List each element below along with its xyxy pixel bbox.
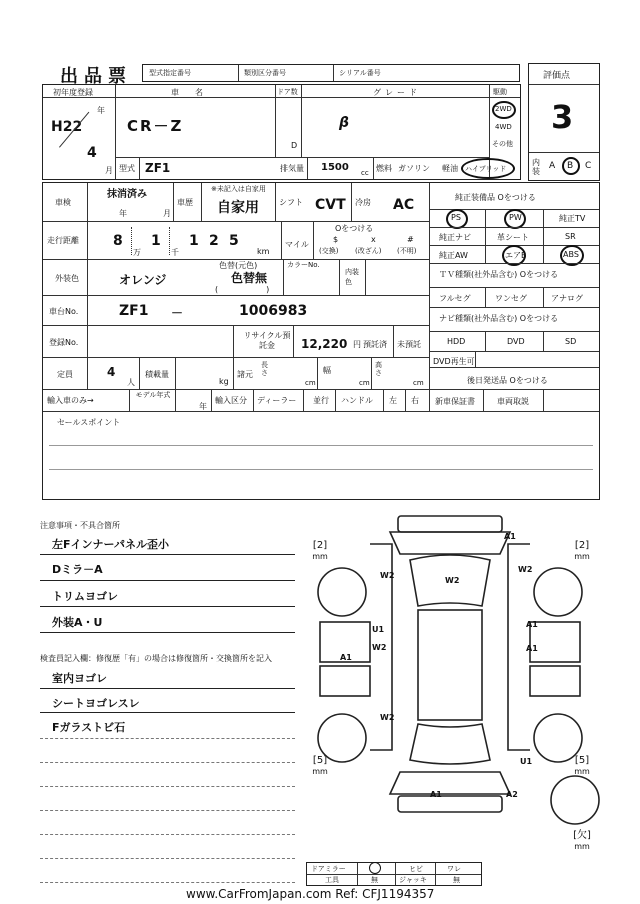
dmg-w2-door: W2 bbox=[372, 643, 387, 652]
chassis-number: 1006983 bbox=[239, 303, 308, 319]
import-label: 輸入車のみ→ bbox=[47, 396, 94, 405]
opt-navi: 純正ナビ bbox=[439, 233, 471, 242]
front-bumper bbox=[398, 516, 502, 532]
drive-4wd: 4WD bbox=[495, 123, 512, 131]
reg-label: 初年度登録 bbox=[53, 88, 93, 97]
import-dealer: ディーラー bbox=[257, 396, 297, 405]
dims-label: 諸元 bbox=[237, 370, 253, 379]
mileage-digit-5: 5 bbox=[229, 233, 239, 249]
history-label: 車歴 bbox=[177, 198, 193, 207]
field-serial-number: シリアル番号 bbox=[339, 69, 381, 77]
recycle-unit: 円 bbox=[353, 340, 361, 349]
disp-label: 排気量 bbox=[280, 164, 304, 173]
field-class-number: 類別区分番号 bbox=[244, 69, 286, 77]
drive-label: 駆動 bbox=[493, 88, 507, 96]
mirror-label: ドアミラー bbox=[311, 865, 346, 873]
inspector-note-1: 室内ヨゴレ bbox=[52, 672, 107, 685]
mileage-digit-4: 2 bbox=[209, 233, 219, 249]
dmg-u1-rear: U1 bbox=[520, 757, 533, 766]
spare-wheel bbox=[551, 776, 599, 824]
handle-label: ハンドル bbox=[341, 396, 373, 405]
color-value: オレンジ bbox=[119, 273, 167, 287]
capacity-unit: 人 bbox=[127, 378, 135, 387]
navi-dvd: DVD bbox=[507, 337, 525, 346]
fuel-diesel: 軽油 bbox=[442, 164, 458, 173]
dmg-u1-left: U1 bbox=[372, 625, 385, 634]
tv-oneseg: ワンセグ bbox=[495, 294, 527, 303]
genuine-options-title: 純正装備品 Oをつける bbox=[455, 193, 536, 202]
dmg-a1-right-rear: A1 bbox=[526, 644, 538, 653]
rear-window bbox=[410, 724, 490, 764]
grade-label: グレード bbox=[373, 88, 421, 97]
name-label: 車 名 bbox=[171, 88, 207, 97]
capacity-value: 4 bbox=[107, 365, 116, 379]
dmg-a1-bumper: A1 bbox=[430, 790, 442, 799]
recycle-unpaid: 未預託 bbox=[397, 340, 421, 349]
fuel-label: 燃料 bbox=[376, 164, 392, 173]
dmg-w2-right: W2 bbox=[518, 565, 533, 574]
navi-hdd: HDD bbox=[447, 337, 466, 346]
opt-ps: PS bbox=[451, 213, 461, 222]
inspector-note-3: Fガラストビ石 bbox=[52, 721, 126, 734]
field-type-number: 型式指定番号 bbox=[149, 69, 191, 77]
interior-opt-b: B bbox=[567, 161, 574, 171]
inspector-note-2: シートヨゴレスレ bbox=[52, 697, 140, 710]
ac-label: 冷房 bbox=[355, 198, 371, 207]
dmg-a1-left: A1 bbox=[340, 653, 352, 662]
grade-value: β bbox=[339, 115, 350, 131]
interior-b-circle bbox=[562, 157, 580, 175]
dvd-playback: DVD再生可 bbox=[433, 357, 475, 366]
post-manual: 車両取説 bbox=[497, 397, 529, 406]
interior-label: 内装 bbox=[532, 158, 540, 176]
insp-month-unit: 月 bbox=[163, 209, 171, 218]
opt-aw: 純正AW bbox=[439, 251, 468, 260]
drive-2wd: 2WD bbox=[495, 105, 512, 113]
capacity-label: 定員 bbox=[57, 370, 73, 379]
mileage-opt-exchange: $ bbox=[333, 235, 339, 244]
mileage-digit-2: 1 bbox=[151, 233, 161, 249]
header-fields bbox=[142, 64, 520, 82]
interior-opt-a: A bbox=[549, 161, 556, 171]
opt-airbag: エアB bbox=[505, 251, 527, 260]
mirror-circle bbox=[369, 862, 381, 874]
mileage-label-tamper: (改ざん) bbox=[355, 247, 382, 255]
mileage-sen: 千 bbox=[171, 248, 179, 257]
door-left-rear bbox=[320, 666, 370, 696]
car-name: CR－Z bbox=[127, 117, 184, 135]
dmg-a1-front: A1 bbox=[504, 532, 516, 541]
trunk bbox=[390, 772, 510, 794]
tools-value: 無 bbox=[371, 876, 378, 884]
jack-label: ジャッキ bbox=[399, 876, 427, 884]
int-color-label: 内装色 bbox=[345, 268, 359, 286]
inspection-label: 車検 bbox=[55, 198, 71, 207]
dmg-a1-right: A1 bbox=[526, 620, 538, 629]
door-label: ドア数 bbox=[277, 88, 298, 96]
color-change-value: 色替無 bbox=[231, 271, 268, 285]
vehicle-basic-table bbox=[42, 84, 521, 180]
recycle-amount: 12,220 bbox=[301, 337, 348, 351]
dim-length-label: 長さ bbox=[261, 361, 268, 377]
dmg-w2-rear: W2 bbox=[380, 713, 395, 722]
load-label: 積載量 bbox=[145, 370, 169, 379]
rear-bumper bbox=[398, 796, 502, 812]
ac-value: AC bbox=[393, 197, 415, 213]
mileage-label-unknown: (不明) bbox=[397, 247, 417, 255]
mileage-label: 走行距離 bbox=[47, 236, 79, 245]
inspector-title: 検査員記入欄：修復歴「有」の場合は修復箇所・交換箇所を記入 bbox=[40, 654, 272, 663]
hood-front bbox=[390, 532, 510, 554]
opt-abs: ABS bbox=[563, 250, 579, 259]
vehicle-detail-table bbox=[42, 182, 600, 500]
mirror-tools-table bbox=[306, 862, 482, 886]
import-class-label: 輸入区分 bbox=[215, 396, 247, 405]
model-label: 型式 bbox=[119, 164, 135, 173]
color-label: 外装色 bbox=[55, 274, 79, 283]
disp-unit: cc bbox=[361, 169, 369, 177]
recycle-status: 預託済 bbox=[363, 340, 387, 349]
shift-value: CVT bbox=[315, 197, 346, 213]
tv-analog: アナログ bbox=[551, 294, 583, 303]
insp-year-unit: 年 bbox=[119, 209, 127, 218]
jack-value: 無 bbox=[453, 876, 460, 884]
tv-title: ＴＶ種類(社外品含む) Oをつける bbox=[439, 270, 559, 279]
door-suffix: D bbox=[291, 141, 298, 150]
car-diagram bbox=[300, 510, 600, 860]
opt-pw-circle bbox=[504, 209, 526, 229]
fuel-gasoline: ガソリン bbox=[398, 164, 430, 173]
mileage-mile: マイル bbox=[285, 240, 309, 249]
sales-point-label: セールスポイント bbox=[57, 418, 121, 427]
wheel-front-right bbox=[534, 568, 582, 616]
score-box bbox=[528, 63, 600, 181]
mileage-circle-note: Oをつける bbox=[335, 224, 374, 233]
notes-title: 注意事項・不具合箇所 bbox=[40, 521, 120, 530]
mileage-opt-unknown: # bbox=[407, 235, 414, 244]
drive-other: その他 bbox=[492, 140, 513, 148]
interior-opt-c: C bbox=[585, 161, 592, 171]
color-change-label: 色替(元色) bbox=[219, 261, 258, 270]
first-reg-year: H22 bbox=[51, 119, 83, 135]
shift-label: シフト bbox=[279, 198, 303, 207]
opt-pw: PW bbox=[509, 213, 522, 222]
post-title: 後日発送品 Oをつける bbox=[467, 376, 548, 385]
note-4: 外装A・U bbox=[52, 616, 103, 629]
chassis-prefix: ZF1 bbox=[119, 303, 149, 319]
load-unit: kg bbox=[219, 377, 229, 386]
dim-height-label: 高さ bbox=[375, 361, 382, 377]
chassis-label: 車台No. bbox=[49, 307, 79, 316]
displacement: 1500 bbox=[321, 162, 349, 173]
year-unit: 年 bbox=[97, 106, 105, 115]
dmg-w2-left: W2 bbox=[380, 571, 395, 580]
opt-tv: 純正TV bbox=[559, 214, 586, 223]
mileage-digit-1: 8 bbox=[113, 233, 123, 249]
chip-count-rear-right: [5] mm bbox=[574, 755, 590, 776]
navi-sd: SD bbox=[565, 337, 577, 346]
mileage-km: km bbox=[257, 247, 270, 256]
dmg-a2-bumper: A2 bbox=[506, 790, 518, 799]
opt-ps-circle bbox=[446, 209, 468, 229]
recycle-label: リサイクル預託金 bbox=[243, 331, 291, 350]
navi-title: ナビ種類(社外品含む) Oをつける bbox=[439, 314, 559, 323]
tools-label: 工具 bbox=[325, 876, 339, 884]
tv-fullseg: フルセグ bbox=[439, 294, 471, 303]
note-3: トリムヨゴレ bbox=[52, 590, 118, 603]
score-value: 3 bbox=[551, 98, 574, 136]
model-value: ZF1 bbox=[145, 161, 171, 175]
mileage-label-exchange: (交換) bbox=[319, 247, 339, 255]
fuel-hybrid-circle bbox=[461, 158, 515, 179]
wheel-front-left bbox=[318, 568, 366, 616]
reg-no-label: 登録No. bbox=[49, 338, 79, 347]
mirror-crack: ヒビ bbox=[409, 865, 423, 873]
mileage-man: 万 bbox=[133, 248, 141, 257]
opt-sr: SR bbox=[565, 232, 576, 241]
chip-count-front-right: [2] mm bbox=[574, 540, 590, 561]
fuel-hybrid: ハイブリッド bbox=[465, 165, 507, 173]
color-paren: ( ) bbox=[215, 285, 270, 294]
colorno-label: カラーNo. bbox=[287, 261, 320, 269]
mileage-opt-tamper: x bbox=[371, 235, 376, 244]
history-value: 自家用 bbox=[217, 200, 259, 216]
chip-count-rear-left: [5] mm bbox=[312, 755, 328, 776]
note-2: Dミラ－A bbox=[52, 563, 103, 576]
import-parallel: 並行 bbox=[313, 396, 329, 405]
inspection-value: 抹消済み bbox=[107, 189, 147, 200]
dim-height-cm: cm bbox=[413, 379, 424, 387]
score-label: 評価点 bbox=[543, 71, 571, 81]
handle-left: 左 bbox=[389, 396, 397, 405]
dim-width-cm: cm bbox=[359, 379, 370, 387]
handle-right: 右 bbox=[411, 396, 419, 405]
note-1: 左Fインナーパネル歪小 bbox=[52, 538, 169, 551]
door-right-rear bbox=[530, 666, 580, 696]
mirror-break: ワレ bbox=[447, 865, 461, 873]
dmg-w2-hood: W2 bbox=[445, 576, 460, 585]
drive-2wd-circle bbox=[492, 101, 516, 119]
dim-length-cm: cm bbox=[305, 379, 316, 387]
mileage-digit-3: 1 bbox=[189, 233, 199, 249]
footer-ref: www.CarFromJapan.com Ref: CFJ1194357 bbox=[186, 887, 435, 901]
page-title: 出品票 bbox=[60, 66, 132, 87]
import-model-year: モデル年式 bbox=[135, 391, 171, 399]
month-unit: 月 bbox=[105, 166, 113, 175]
post-warranty: 新車保証書 bbox=[435, 397, 475, 406]
first-reg-month: 4 bbox=[87, 145, 97, 161]
import-year-unit: 年 bbox=[199, 402, 207, 411]
chip-count-missing: [欠] mm bbox=[573, 830, 591, 851]
opt-leather: 革シート bbox=[497, 233, 529, 242]
chip-count-front-left: [2] mm bbox=[312, 540, 328, 561]
dim-width-label: 幅 bbox=[323, 366, 331, 375]
roof bbox=[418, 610, 482, 720]
chassis-dash: － bbox=[171, 306, 184, 320]
history-note: ※未記入は自家用 bbox=[211, 185, 266, 193]
